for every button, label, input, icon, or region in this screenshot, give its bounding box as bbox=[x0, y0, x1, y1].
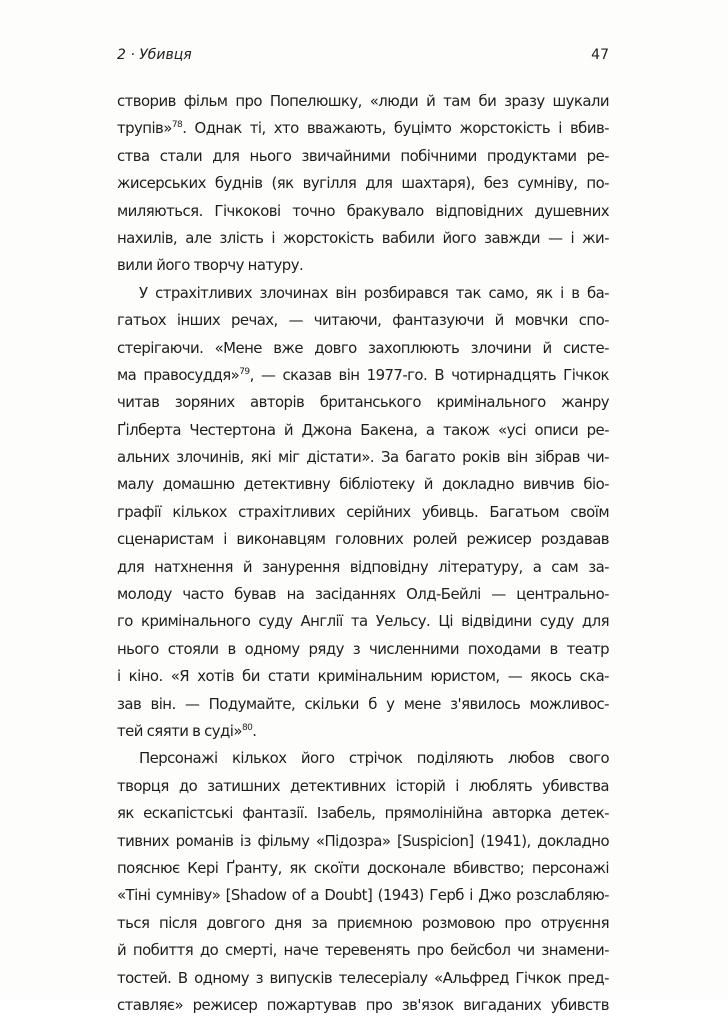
text-line bbox=[117, 335, 609, 362]
line-text: трупів» bbox=[117, 119, 172, 138]
text-line bbox=[117, 691, 609, 718]
text-line bbox=[117, 636, 609, 663]
line-text: ться після довгого дня за приємною розмовою про отруєння bbox=[117, 913, 609, 932]
line-text: пояснює Кері Ґранту, як скоїти досконале вбивство; персонажі bbox=[117, 858, 609, 877]
text-line bbox=[117, 225, 609, 252]
text-line bbox=[117, 307, 609, 334]
line-text: як ескапістські фантазії. Ізабель, прямолінійна авторка детек- bbox=[117, 804, 609, 823]
line-text: зав він. — Подумайте, скільки б у мене з'явилось можливос- bbox=[117, 694, 609, 713]
footnote-ref: 79 bbox=[239, 367, 250, 378]
text-line bbox=[117, 581, 609, 608]
line-text: читав зоряних авторів британського кримінального жанру bbox=[117, 393, 609, 412]
text-line bbox=[117, 198, 609, 225]
line-text: нахилів, але злість і жорстокість вабили його завжди — і жи- bbox=[117, 228, 609, 247]
line-text: Ґілберта Честертона й Джона Бакена, а також «усі описи ре- bbox=[117, 420, 609, 439]
line-text: ма правосуддя» bbox=[117, 365, 240, 384]
text-line bbox=[117, 143, 609, 170]
line-text-continued: , — сказав він 1977-го. В чотирнадцять Гічкок bbox=[249, 365, 609, 384]
line-text: створив фільм про Попелюшку, «люди й там би зразу шукали bbox=[117, 92, 609, 110]
line-text: й побиття до смерті, наче теревенять про бейсбол чи знамени- bbox=[117, 941, 609, 960]
text-line bbox=[117, 170, 609, 197]
footnote-ref: 78 bbox=[171, 120, 183, 131]
text-line bbox=[117, 115, 609, 142]
text-line bbox=[117, 910, 609, 937]
text-line bbox=[117, 663, 609, 690]
text-line bbox=[117, 417, 609, 444]
text-line bbox=[117, 882, 609, 909]
text-line bbox=[117, 718, 609, 745]
line-text: і кіно. «Я хотів би стати кримінальним юристом, — якось ска- bbox=[117, 667, 609, 686]
text-line bbox=[117, 554, 609, 581]
text-line bbox=[117, 800, 609, 827]
text-line bbox=[117, 499, 609, 526]
footnote-ref: 80 bbox=[241, 723, 253, 734]
line-text: го кримінального суду Англії та Уельсу. Ці відвідини суду для bbox=[117, 612, 609, 631]
line-text: графії кількох страхітливих серійних убивць. Багатьом своїм bbox=[117, 502, 609, 521]
line-text-continued: . bbox=[252, 721, 257, 740]
line-text: для натхнення й занурення відповідну літературу, а сам за- bbox=[117, 557, 609, 576]
text-line bbox=[117, 88, 609, 115]
text-line bbox=[117, 389, 609, 416]
line-text: ставляє» режисер пожартував про зв'язок вигаданих убивств bbox=[117, 995, 609, 1014]
text-line bbox=[117, 965, 609, 992]
line-text: сценаристам і виконавцям головних ролей режисер роздавав bbox=[117, 530, 609, 549]
chapter-title: 2 · Убивця bbox=[117, 47, 192, 63]
line-text: ства стали для нього звичайними побічними продуктами ре- bbox=[117, 146, 609, 165]
text-line bbox=[117, 992, 609, 1019]
line-text: миляються. Гічкокові точно бракувало відповідних душевних bbox=[117, 201, 609, 220]
text-line bbox=[117, 362, 609, 389]
line-text: молоду часто бував на засіданнях Олд-Бейлі — центрально- bbox=[117, 585, 609, 604]
line-text: стерігаючи. «Мене вже довго захоплюють злочини й систе- bbox=[117, 338, 609, 357]
line-text: нього стояли в одному ряду з численними походами в театр bbox=[117, 639, 609, 658]
text-line bbox=[117, 471, 609, 498]
line-text: тивних романів із фільму «Підозра» [Suspicion] (1941), докладно bbox=[117, 831, 609, 850]
text-line bbox=[117, 745, 609, 772]
text-line bbox=[117, 444, 609, 471]
line-text: малу домашню детективну бібліотеку й докладно вивчив біо- bbox=[117, 475, 609, 494]
line-text: У страхітливих злочинах він розбирався так само, як і в ба- bbox=[139, 283, 609, 302]
body-text bbox=[117, 88, 609, 1019]
line-text: творця до затишних детективних історій і люблять убивства bbox=[117, 776, 609, 795]
text-line bbox=[117, 608, 609, 635]
line-text: альних злочинів, які міг дістати». За багато років він зібрав чи- bbox=[117, 448, 609, 467]
line-text: тей сяяти в суді» bbox=[117, 721, 242, 740]
line-text: Персонажі кількох його стрічок поділяють любов свого bbox=[139, 749, 609, 768]
text-line bbox=[117, 526, 609, 553]
text-line bbox=[117, 855, 609, 882]
line-text-continued: . Однак ті, хто вважають, буцімто жорстокість і вбив- bbox=[182, 119, 609, 138]
line-text: жисерських буднів (як вугілля для шахтаря), без сумніву, по- bbox=[117, 174, 609, 193]
text-line bbox=[117, 828, 609, 855]
line-text: гатьох інших речах, — читаючи, фантазуючи й мовчки спо- bbox=[117, 311, 609, 330]
running-head bbox=[117, 47, 609, 71]
text-line bbox=[117, 773, 609, 800]
line-text: тостей. В одному з випусків телесеріалу «Альфред Гічкок пред- bbox=[117, 968, 609, 987]
text-line bbox=[117, 937, 609, 964]
text-line bbox=[117, 280, 609, 307]
line-text: «Тіні сумніву» [Shadow of a Doubt] (1943) Герб і Джо розслабляю- bbox=[117, 886, 609, 905]
line-text: вили його творчу натуру. bbox=[117, 256, 304, 275]
page-number: 47 bbox=[591, 47, 609, 63]
text-line bbox=[117, 252, 609, 279]
